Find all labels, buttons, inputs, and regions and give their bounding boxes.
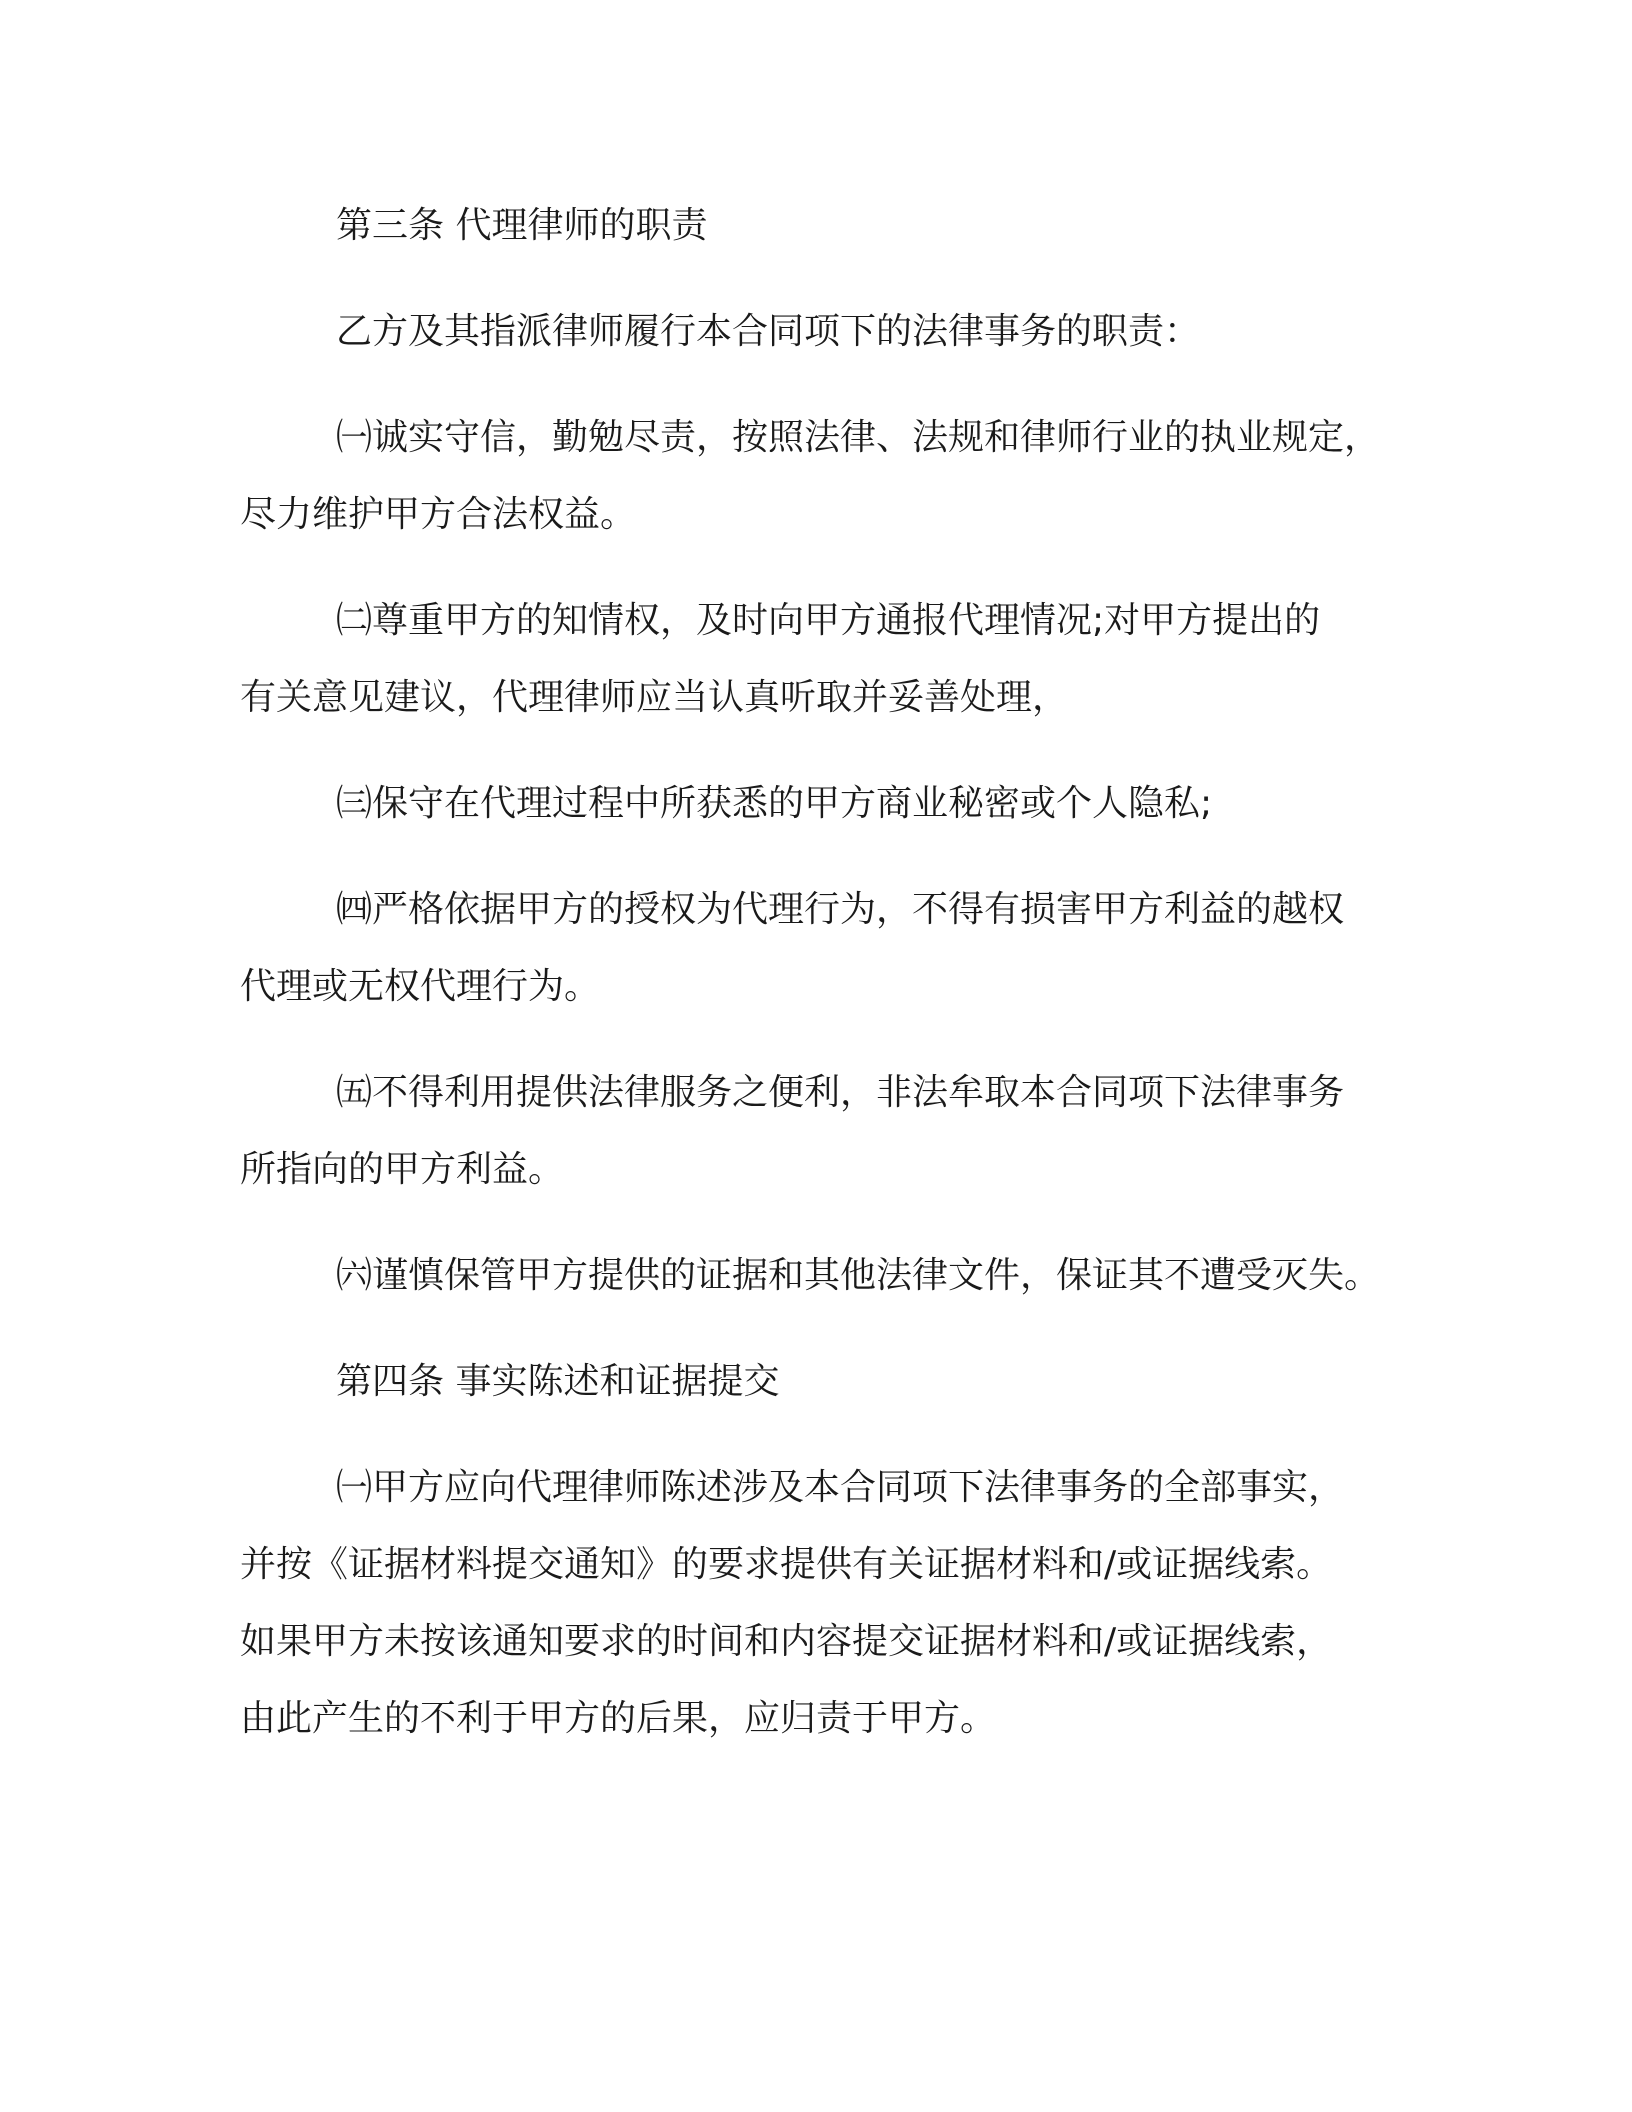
- article-3-item-5: [240, 1054, 1420, 1208]
- text-line: ㈡尊重甲方的知情权，及时向甲方通报代理情况;对甲方提出的: [336, 600, 1321, 641]
- text-line: 如果甲方未按该通知要求的时间和内容提交证据材料和/或证据线索，: [240, 1621, 1333, 1662]
- article-3-intro: [240, 293, 1420, 370]
- text-line: 代理或无权代理行为。: [240, 966, 601, 1007]
- text-line: 有关意见建议，代理律师应当认真听取并妥善处理，: [240, 677, 1069, 718]
- text-line: ㈠诚实守信，勤勉尽责，按照法律、法规和律师行业的执业规定，: [336, 417, 1381, 458]
- article-3-heading: [240, 187, 1420, 264]
- article-3-item-6: [240, 1237, 1420, 1314]
- text-line: 所指向的甲方利益。: [240, 1149, 565, 1190]
- text-line: 乙方及其指派律师履行本合同项下的法律事务的职责：: [336, 311, 1201, 352]
- text-line: ㈠甲方应向代理律师陈述涉及本合同项下法律事务的全部事实，: [336, 1467, 1345, 1508]
- text-line: 尽力维护甲方合法权益。: [240, 494, 637, 535]
- article-4-item-1: [240, 1449, 1420, 1757]
- text-line: 并按《证据材料提交通知》的要求提供有关证据材料和/或证据线索。: [240, 1544, 1333, 1585]
- text-line: ㈣严格依据甲方的授权为代理行为，不得有损害甲方利益的越权: [336, 889, 1345, 930]
- text-line: 由此产生的不利于甲方的后果，应归责于甲方。: [240, 1698, 997, 1739]
- document-body: [240, 187, 1420, 1786]
- text-line: ㈥谨慎保管甲方提供的证据和其他法律文件，保证其不遭受灭失。: [336, 1255, 1381, 1296]
- article-3-item-2: [240, 582, 1420, 736]
- article-3-item-1: [240, 399, 1420, 553]
- article-3-item-4: [240, 871, 1420, 1025]
- text-line: 第四条 事实陈述和证据提交: [336, 1361, 780, 1402]
- text-line: 第三条 代理律师的职责: [336, 205, 708, 246]
- text-line: ㈤不得利用提供法律服务之便利，非法牟取本合同项下法律事务: [336, 1072, 1345, 1113]
- text-line: ㈢保守在代理过程中所获悉的甲方商业秘密或个人隐私;: [336, 783, 1213, 824]
- article-3-item-3: [240, 765, 1420, 842]
- article-4-heading: [240, 1343, 1420, 1420]
